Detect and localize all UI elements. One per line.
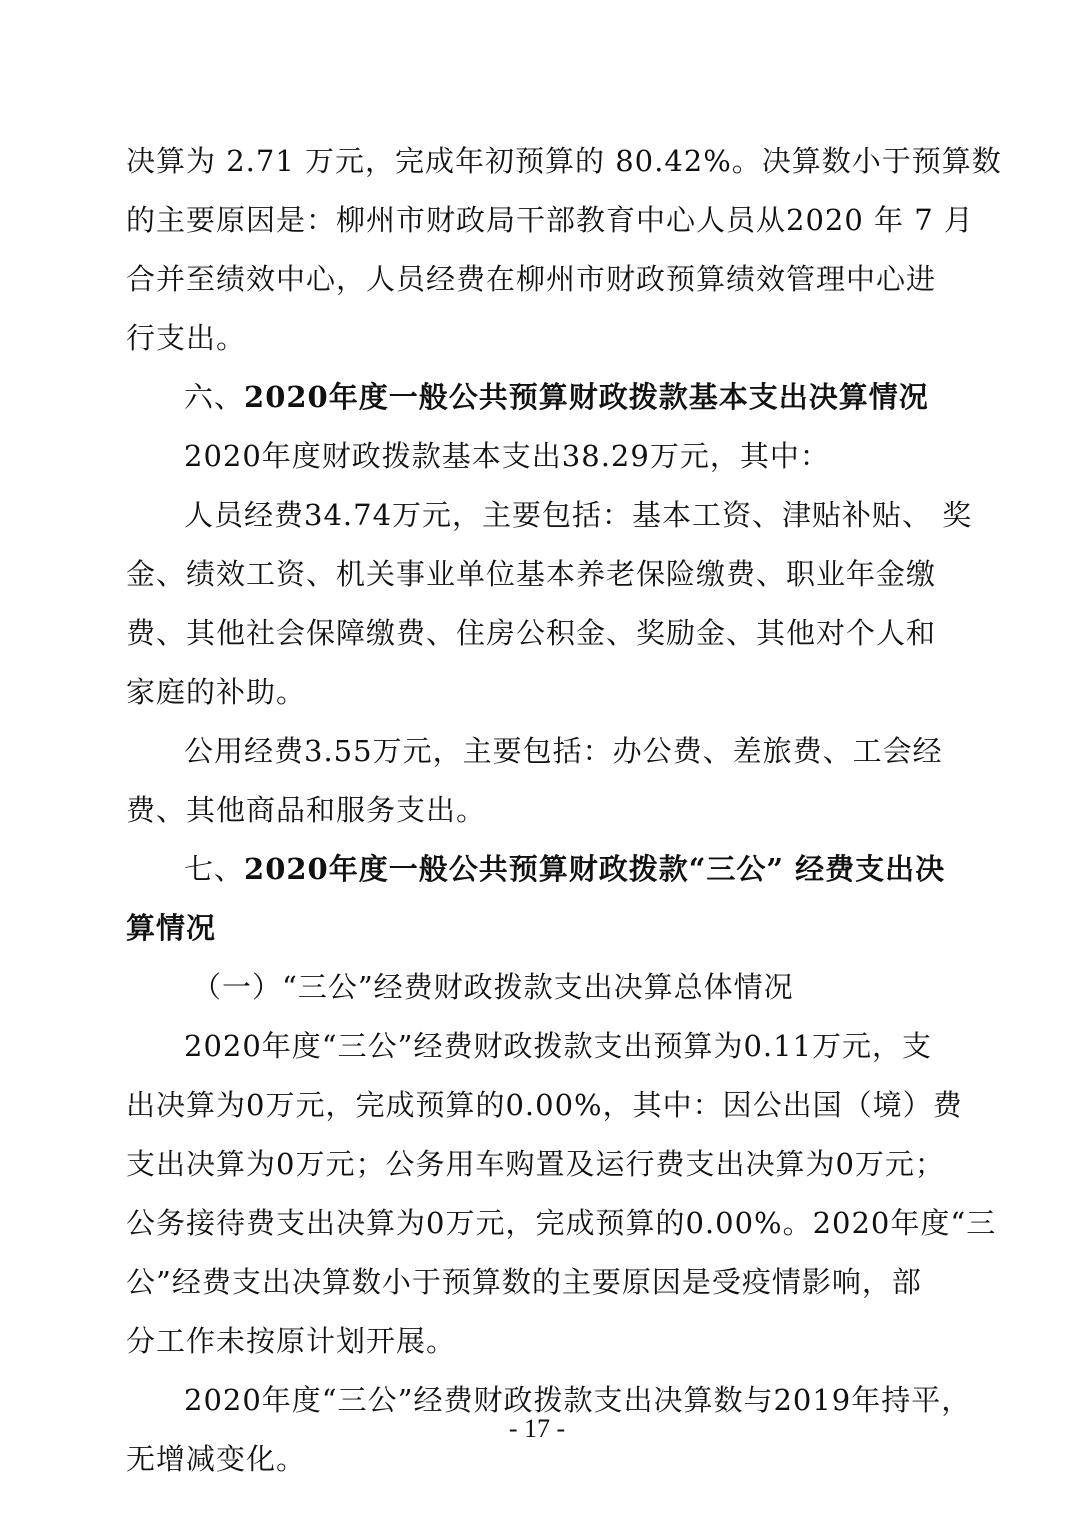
document-body xyxy=(126,132,1002,1489)
paragraph-line: 出决算为0万元，完成预算的0.00%，其中：因公出国（境）费 xyxy=(126,1088,963,1122)
paragraph-line: 2020年度“三公”经费财政拨款支出决算数与2019年持平， xyxy=(184,1383,972,1417)
paragraph-line: 费、其他社会保障缴费、住房公积金、奖励金、其他对个人和 xyxy=(126,616,937,650)
paragraph-line: 无增减变化。 xyxy=(126,1442,307,1476)
paragraph-line: 公用经费3.55万元，主要包括：办公费、差旅费、工会经 xyxy=(184,734,943,768)
section-heading-7: 七、2020年度一般公共预算财政拨款“三公” 经费支出决 xyxy=(184,852,946,886)
paragraph-line: 行支出。 xyxy=(126,321,247,355)
paragraph-line: 支出决算为0万元；公务用车购置及运行费支出决算为0万元； xyxy=(126,1147,945,1181)
paragraph-line: 费、其他商品和服务支出。 xyxy=(126,793,487,827)
subsection-heading: （一）“三公”经费财政拨款支出决算总体情况 xyxy=(192,970,794,1004)
page-number: - 17 - xyxy=(508,1414,566,1443)
section-heading-7-cont: 算情况 xyxy=(126,911,217,945)
paragraph-line: 2020年度“三公”经费财政拨款支出预算为0.11万元，支 xyxy=(184,1029,933,1063)
paragraph-line: 合并至绩效中心，人员经费在柳州市财政预算绩效管理中心进 xyxy=(126,262,937,296)
paragraph-line: 家庭的补助。 xyxy=(126,675,307,709)
paragraph-line: 分工作未按原计划开展。 xyxy=(126,1324,457,1358)
paragraph-line: 人员经费34.74万元，主要包括：基本工资、津贴补贴、 奖 xyxy=(184,498,973,532)
paragraph-line: 公”经费支出决算数小于预算数的主要原因是受疫情影响，部 xyxy=(126,1265,922,1299)
paragraph-line: 的主要原因是：柳州市财政局干部教育中心人员从2020 年 7 月 xyxy=(126,203,974,237)
paragraph-line: 金、绩效工资、机关事业单位基本养老保险缴费、职业年金缴 xyxy=(126,557,937,591)
paragraph-line: 2020年度财政拨款基本支出38.29万元，其中： xyxy=(184,439,830,473)
section-heading-6: 六、2020年度一般公共预算财政拨款基本支出决算情况 xyxy=(184,380,929,414)
paragraph-line: 决算为 2.71 万元，完成年初预算的 80.42%。决算数小于预算数 xyxy=(126,144,1002,178)
paragraph-line: 公务接待费支出决算为0万元，完成预算的0.00%。2020年度“三 xyxy=(126,1206,997,1240)
